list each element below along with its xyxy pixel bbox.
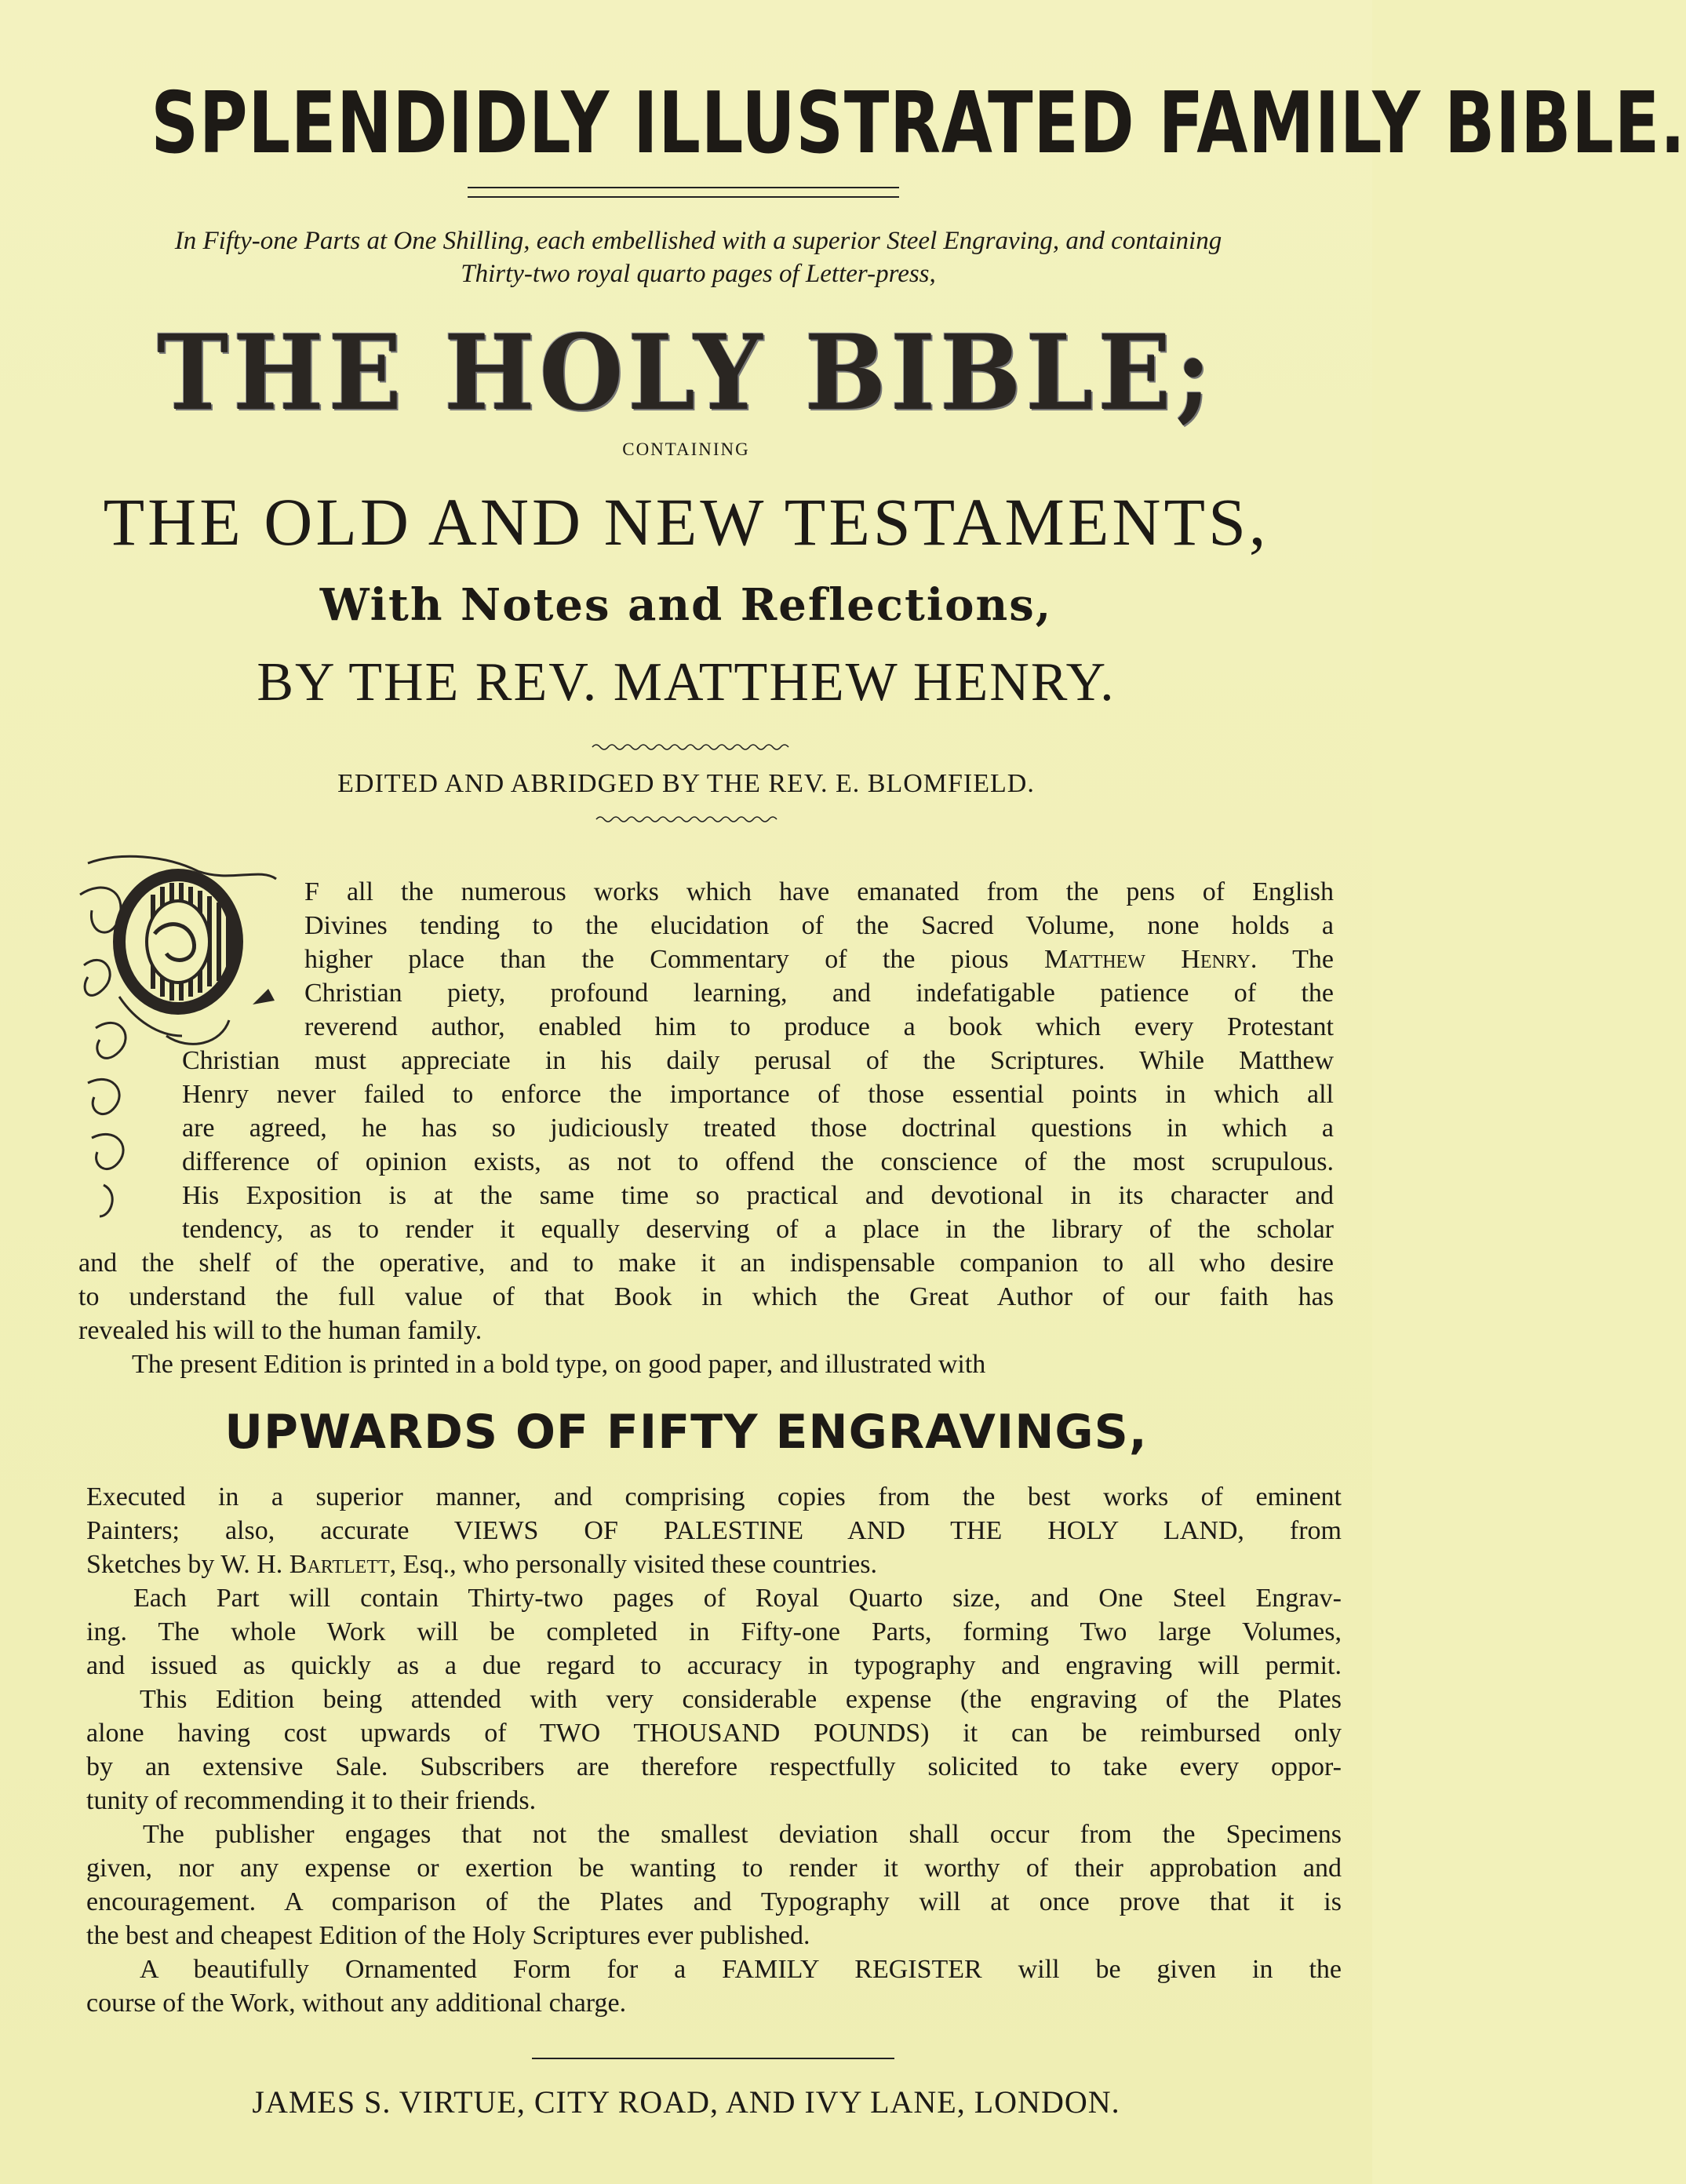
containing-label: CONTAINING — [622, 439, 750, 459]
paragraph-line: This Edition being attended with very considerable expense (the engraving of the Plates — [140, 1685, 1342, 1714]
ornamental-squiggle-bottom — [596, 815, 777, 824]
paragraph-line: The present Edition is printed in a bold type, on good paper, and illustrated with — [132, 1350, 986, 1379]
paragraph-line: tunity of recommending it to their friends. — [86, 1786, 537, 1815]
intro-line-2: Thirty-two royal quarto pages of Letter-press, — [461, 260, 936, 288]
editor-line: EDITED AND ABRIDGED BY THE REV. E. BLOMFIELD. — [337, 769, 1035, 798]
ornamental-squiggle-top — [592, 742, 788, 752]
paragraph-line: tendency, as to render it equally deserving of a place in the library of the scholar — [182, 1215, 1334, 1244]
paragraph-line: Each Part will contain Thirty-two pages of Royal Quarto size, and One Steel Engrav- — [133, 1584, 1342, 1613]
intro-paragraph-indented-mid — [182, 1044, 1334, 1246]
paragraph-line: to understand the full value of that Book in which the Great Author of our faith has — [78, 1282, 1334, 1311]
intro-paragraph-indented-top — [304, 875, 1334, 1044]
present-edition-line — [132, 1347, 1269, 1381]
paragraph-line: The publisher engages that not the smallest deviation shall occur from the Specimens — [143, 1820, 1342, 1849]
publisher-imprint: JAMES S. VIRTUE, CITY ROAD, AND IVY LANE, LONDON. — [252, 2084, 1120, 2120]
paragraph-line: Sketches by W. H. Bartlett, Esq., who personally visited these countries. — [86, 1550, 878, 1579]
paragraph-line: course of the Work, without any additional charge. — [86, 1989, 627, 2018]
paragraph-line: A beautifully Ornamented Form for a FAMILY REGISTER will be given in the — [140, 1955, 1342, 1984]
paragraph-line: and issued as quickly as a due regard to accuracy in typography and engraving will permit. — [86, 1651, 1342, 1680]
footer-rule — [532, 2058, 894, 2059]
paragraph-line: and the shelf of the operative, and to make it an indispensable companion to all who desire — [78, 1249, 1334, 1278]
paragraph-line: by an extensive Sale. Subscribers are therefore respectfully solicited to take every oppor- — [86, 1752, 1342, 1781]
intro-paragraph-full — [78, 1246, 1334, 1347]
paragraph-line: His Exposition is at the same time so practical and devotional in its character and — [182, 1181, 1334, 1210]
page-title: SPLENDIDLY ILLUSTRATED FAMILY BIBLE. — [151, 75, 1686, 173]
paragraph-line: given, nor any expense or exertion be wanting to render it worthy of their approbation and — [86, 1854, 1342, 1883]
paragraph-line: reverend author, enabled him to produce a book which every Protestant — [304, 1012, 1334, 1041]
paragraph-line: higher place than the Commentary of the pious Matthew Henry. The — [304, 945, 1334, 974]
intro-text — [78, 224, 1318, 290]
paragraph-line: revealed his will to the human family. — [78, 1316, 482, 1345]
paragraph-line: are agreed, he has so judiciously treated those doctrinal questions in which a — [182, 1114, 1334, 1143]
paragraph-line: Executed in a superior manner, and comprising copies from the best works of eminent — [86, 1482, 1342, 1511]
paragraph-line: difference of opinion exists, as not to offend the conscience of the most scrupulous. — [182, 1147, 1334, 1176]
double-rule-divider — [468, 187, 899, 198]
paragraph-line: F all the numerous works which have emanated from the pens of English — [304, 877, 1334, 906]
engravings-heading: UPWARDS OF FIFTY ENGRAVINGS, — [224, 1405, 1148, 1460]
testaments-heading: THE OLD AND NEW TESTAMENTS, — [103, 484, 1269, 560]
paragraph-line: Christian piety, profound learning, and indefatigable patience of the — [304, 979, 1334, 1008]
author-name-smallcaps: Matthew Henry — [1044, 945, 1251, 974]
paragraph-line: ing. The whole Work will be completed in Fifty-one Parts, forming Two large Volumes, — [86, 1617, 1342, 1646]
paragraph-line: alone having cost upwards of TWO THOUSAND POUNDS) it can be reimbursed only — [86, 1719, 1342, 1748]
intro-line-1: In Fifty-one Parts at One Shilling, each embellished with a superior Steel Engraving, and containing — [174, 227, 1222, 255]
paragraph-line: the best and cheapest Edition of the Holy Scriptures ever published. — [86, 1921, 810, 1950]
paragraph-line: Painters; also, accurate VIEWS OF PALESTINE AND THE HOLY LAND, from — [86, 1516, 1342, 1545]
bartlett-name-smallcaps: Bartlett — [289, 1550, 390, 1579]
paragraph-line: Christian must appreciate in his daily perusal of the Scriptures. While Matthew — [182, 1046, 1334, 1075]
engravings-paragraph-block — [86, 1480, 1342, 2020]
paragraph-line: Divines tending to the elucidation of the Sacred Volume, none holds a — [304, 911, 1334, 940]
notes-subheading: With Notes and Reflections, — [319, 579, 1053, 631]
paragraph-line: Henry never failed to enforce the importance of those essential points in which all — [182, 1080, 1334, 1109]
paragraph-line: encouragement. A comparison of the Plates and Typography will at once prove that it is — [86, 1887, 1342, 1916]
holy-bible-heading: THE HOLY BIBLE; — [156, 312, 1216, 434]
author-heading: BY THE REV. MATTHEW HENRY. — [257, 652, 1116, 713]
